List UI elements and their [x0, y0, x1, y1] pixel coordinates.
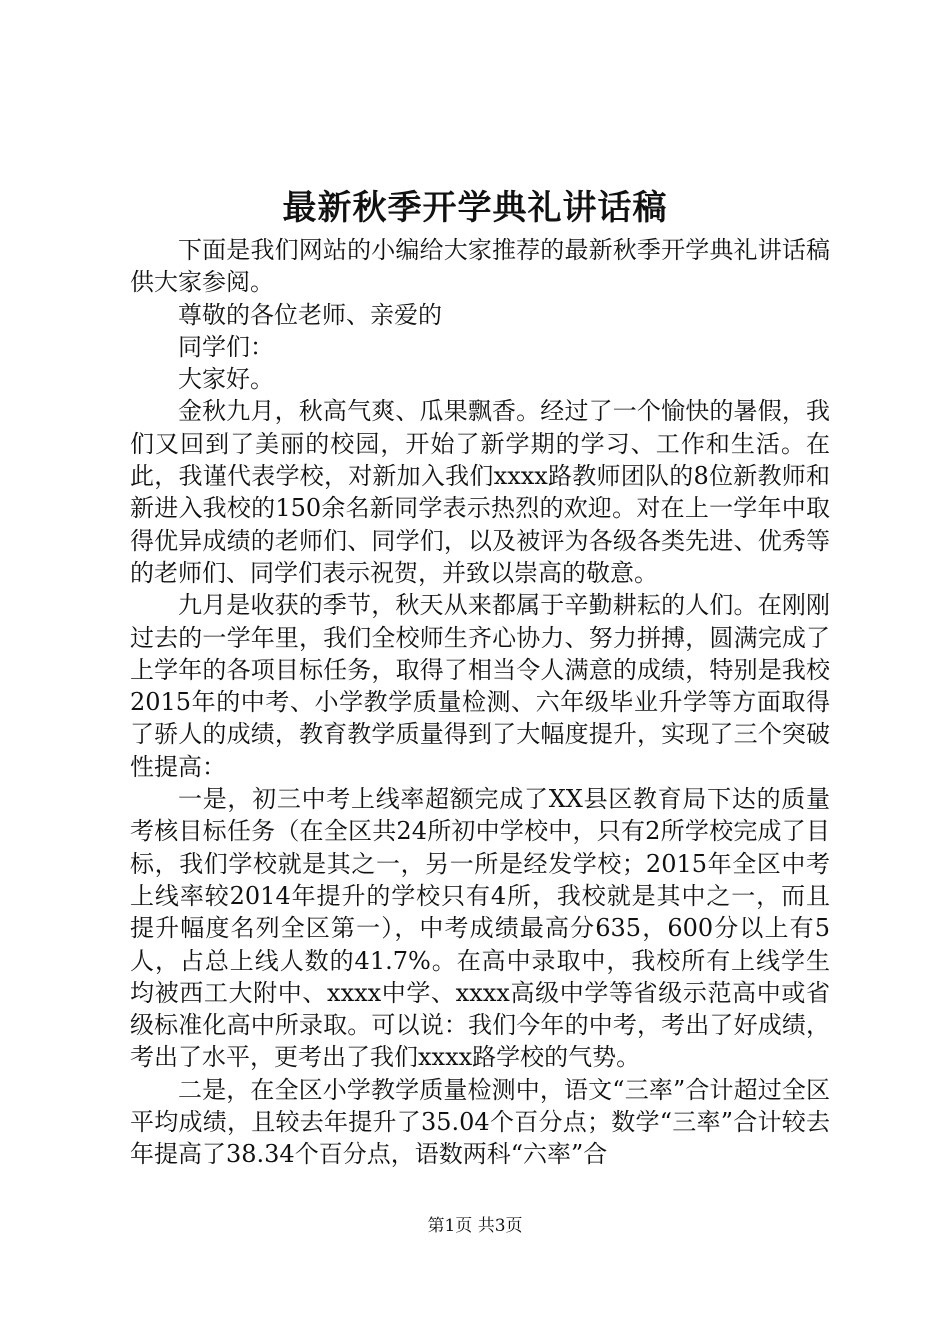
paragraph-harvest: 九月是收获的季节，秋天从来都属于辛勤耕耘的人们。在刚刚过去的一学年里，我们全校师生齐心协力、努力拼搏，圆满完成了上学年的各项目标任务，取得了相当令人满意的成绩，特别是我校2015年的中考、小学教学质量检测、六年级毕业升学等方面取得了骄人的成绩，教育教学质量得到了大幅度提升，实现了三个突破性提高：: [130, 591, 830, 781]
paragraph-greeting: 大家好。: [178, 365, 274, 394]
paragraph-salutation: 尊敬的各位老师、亲爱的: [178, 300, 442, 329]
document-title: 最新秋季开学典礼讲话稿: [282, 188, 668, 228]
paragraph-point-one: 一是，初三中考上线率超额完成了XX县区教育局下达的质量考核目标任务（在全区共24所初中学校中，只有2所学校完成了目标，我们学校就是其之一，另一所是经发学校；2015年全区中考上线率较2014年提升的学校只有4所，我校就是其中之一，而且提升幅度名列全区第一），中考成绩最高分635，600分以上有5人，占总上线人数的41.7%。在高中录取中，我校所有上线学生均被西工大附中、xxxx中学、xxxx高级中学等省级示范高中或省级标准化高中所录取。可以说：我们今年的中考，考出了好成绩，考出了水平，更考出了我们xxxx路学校的气势。: [130, 785, 830, 1072]
paragraph-salutation-cont: 同学们：: [178, 332, 274, 361]
paragraph-intro: 下面是我们网站的小编给大家推荐的最新秋季开学典礼讲话稿供大家参阅。: [130, 236, 830, 297]
paragraph-point-two: 二是，在全区小学教学质量检测中，语文“三率”合计超过全区平均成绩，且较去年提升了35.04个百分点；数学“三率”合计较去年提高了38.34个百分点，语数两科“六率”合: [130, 1075, 830, 1169]
paragraph-welcome: 金秋九月，秋高气爽、瓜果飘香。经过了一个愉快的暑假，我们又回到了美丽的校园，开始了新学期的学习、工作和生活。在此，我谨代表学校，对新加入我们xxxx路教师团队的8位新教师和新进入我校的150余名新同学表示热烈的欢迎。对在上一学年中取得优异成绩的老师们、同学们，以及被评为各级各类先进、优秀等的老师们、同学们表示祝贺，并致以崇高的敬意。: [130, 397, 830, 587]
page-footer: 第1页 共3页: [427, 1216, 523, 1236]
document-body: [130, 234, 830, 1171]
